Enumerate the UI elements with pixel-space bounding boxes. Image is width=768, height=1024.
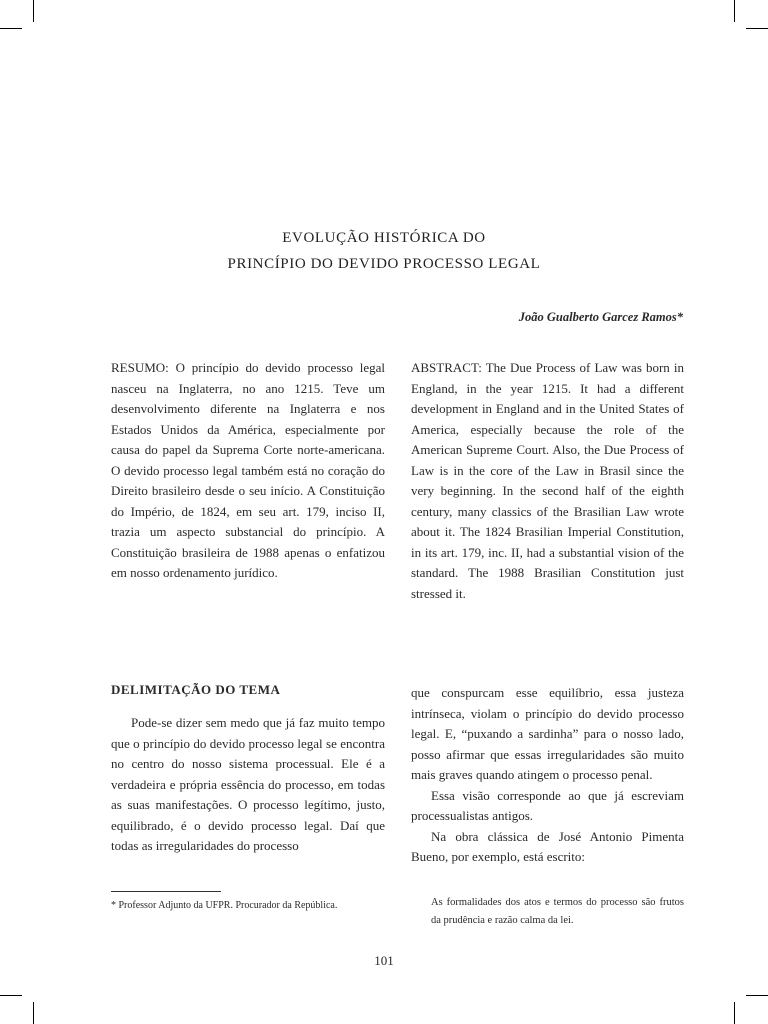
abstract-block	[411, 358, 684, 604]
crop-mark-top-left-v	[33, 0, 34, 22]
resumo-block	[111, 358, 385, 584]
footnote: * Professor Adjunto da UFPR. Procurador da República.	[111, 900, 338, 911]
resumo-text: RESUMO: O princípio do devido processo legal nasceu na Inglaterra, no ano 1215. Teve um desenvolvimento diferente na Inglaterra e nos Estados Unidos da América, especialmente por causa do papel da Suprema Corte norte-americana. O devido processo legal também está no coração do Direito brasileiro desde o seu início. A Constituição do Império, de 1824, em seu art. 179, inciso II, trazia um aspecto substancial do princípio. A Constituição brasileira de 1988 apenas o enfatizou em nosso ordenamento jurídico.	[111, 360, 385, 580]
block-quote: As formalidades dos atos e termos do processo são frutos da prudência e razão calma da lei.	[431, 897, 684, 926]
body-right-paragraph-2: Essa visão corresponde ao que já escreviam processualistas antigos.	[411, 787, 684, 823]
section-heading: DELIMITAÇÃO DO TEMA	[111, 682, 281, 697]
crop-mark-top-left-h	[0, 28, 22, 29]
body-left-paragraph: Pode-se dizer sem medo que já faz muito tempo que o princípio do devido processo legal se encontra no centro do nosso sistema processual. Ele é a verdadeira e própria essência do processo, em todas as suas manifestações. O processo legítimo, justo, equilibrado, é o devido processo legal. Daí que todas as irregularidades do processo	[111, 715, 385, 853]
footnote-divider	[111, 891, 221, 892]
crop-mark-top-right-h	[746, 28, 768, 29]
body-right-column	[411, 683, 684, 868]
abstract-text: ABSTRACT: The Due Process of Law was born in England, in the year 1215. It had a different development in England and in the United States of America, especially because the role of the American Supreme Court. Also, the Due Process of Law is in the core of the Law in Brasil since the very beginning. In the second half of the eighth century, many classics of the Brasilian Law wrote about it. The 1824 Brasilian Imperial Constitution, in its art. 179, inc. II, had a substantial vision of the standard. The 1988 Brasilian Constitution just stressed it.	[411, 360, 684, 601]
author-name: João Gualberto Garcez Ramos*	[518, 310, 683, 324]
crop-mark-bottom-right-v	[734, 1002, 735, 1024]
crop-mark-bottom-left-h	[0, 995, 22, 996]
body-right-paragraph-3: Na obra clássica de José Antonio Pimenta Bueno, por exemplo, está escrito:	[411, 828, 684, 864]
body-right-paragraph-1: que conspurcam esse equilíbrio, essa justeza intrínseca, violam o princípio do devido processo legal. E, “puxando a sardinha” para o nosso lado, posso afirmar que essas irregularidades são muito mais graves quando atingem o processo penal.	[411, 685, 684, 782]
body-left-column	[111, 713, 385, 857]
title-line-1: EVOLUÇÃO HISTÓRICA DO	[282, 230, 486, 246]
title-line-2: PRINCÍPIO DO DEVIDO PROCESSO LEGAL	[227, 256, 541, 272]
crop-mark-bottom-right-h	[746, 995, 768, 996]
crop-mark-top-right-v	[734, 0, 735, 22]
crop-mark-bottom-left-v	[33, 1002, 34, 1024]
article-title	[0, 225, 768, 277]
page-number: 101	[374, 953, 394, 968]
